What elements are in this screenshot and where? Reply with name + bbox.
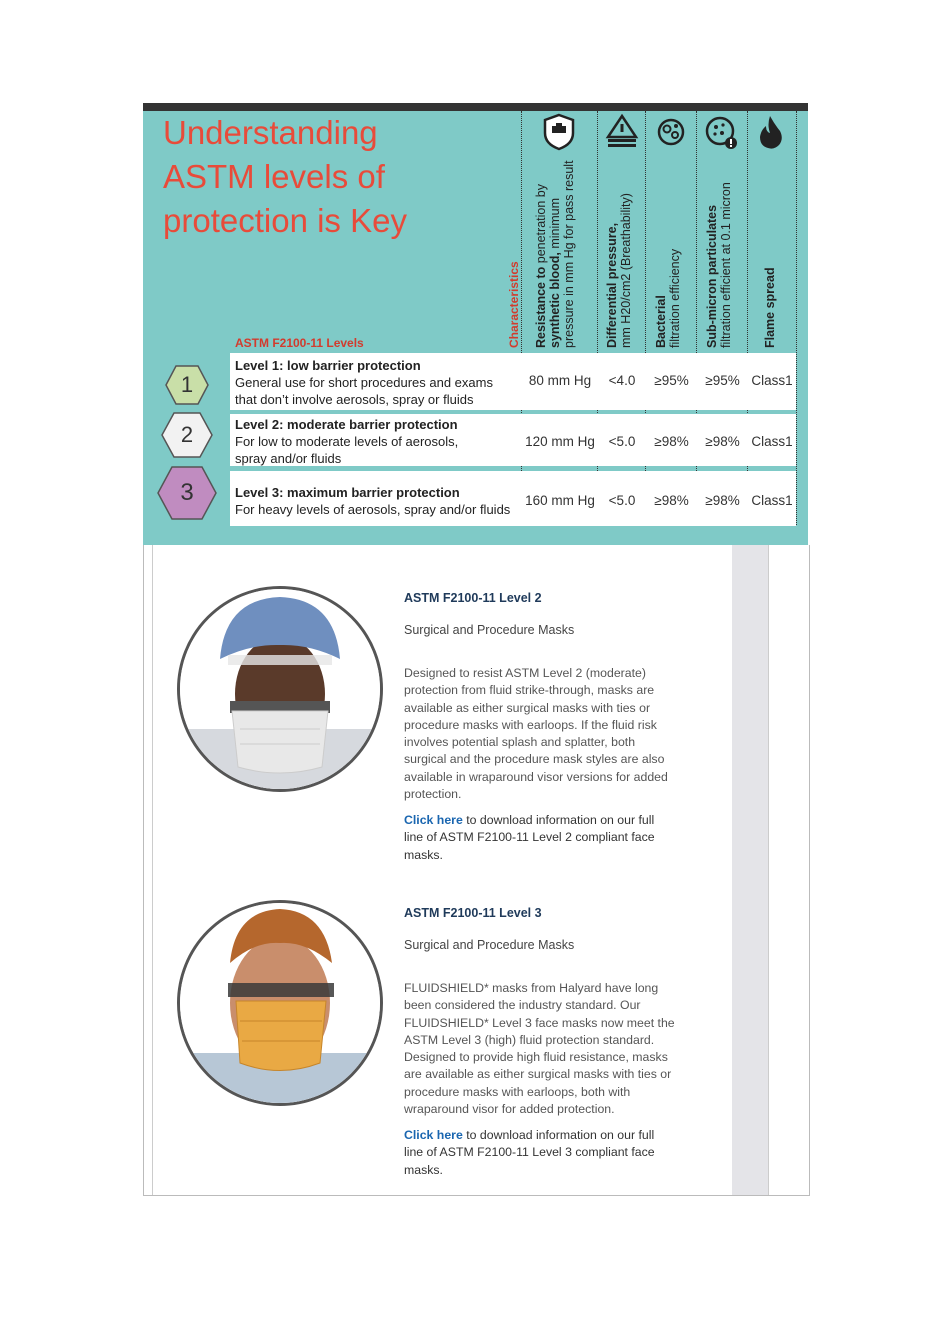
resistance-value: 120 mm Hg bbox=[525, 434, 595, 449]
level-heading: Level 3: maximum barrier protection bbox=[235, 485, 460, 500]
level-row-2: Level 2: moderate barrier protection For low to moderate levels of aerosols, spray and/or fluids 120 mm Hg <5.0 ≥98% ≥98% Class1 bbox=[230, 414, 796, 466]
bacterial-value: ≥98% bbox=[654, 493, 689, 508]
resistance-value: 80 mm Hg bbox=[528, 373, 592, 388]
right-gutter bbox=[732, 545, 769, 1195]
level-3-hexagon: 3 bbox=[157, 466, 217, 520]
particulate-icon bbox=[705, 113, 739, 151]
level-heading: Level 2: moderate barrier protection bbox=[235, 417, 458, 432]
download-info: Click here to download information on our full line of ASTM F2100-11 Level 2 compliant face masks. bbox=[404, 813, 655, 862]
column-header-submicron: Sub-micron particulates filtration efficient at 0.1 micron bbox=[705, 182, 733, 348]
levels-label: ASTM F2100-11 Levels bbox=[235, 336, 364, 350]
bacteria-icon bbox=[654, 113, 688, 151]
flame-spread-value: Class1 bbox=[751, 493, 793, 508]
characteristics-label: Characteristics bbox=[507, 261, 521, 348]
column-header-bacterial: Bacterial filtration efficiency bbox=[654, 248, 682, 348]
level-3-mask-photo bbox=[177, 900, 383, 1106]
product-description: Designed to resist ASTM Level 2 (moderate) protection from fluid strike-through, masks are available as either surgical masks with ties or procedure masks with earloops. If the fluid risk involves potential splash and splatter, both surgical and the procedure mask styles are also available in wraparound visor versions for added protection. bbox=[404, 666, 668, 802]
column-header-differential-pressure: Differential pressure, mm H20/cm2 (Breathability) bbox=[605, 193, 633, 348]
flame-spread-value: Class1 bbox=[751, 434, 793, 449]
level-row-1: Level 1: low barrier protection General use for short procedures and exams that don’t involve aerosols, spray or fluids 80 mm Hg <4.0 ≥95% ≥95% Class1 bbox=[230, 353, 796, 410]
differential-pressure-value: <5.0 bbox=[608, 493, 636, 508]
level-2-hexagon: 2 bbox=[161, 412, 213, 458]
submicron-value: ≥95% bbox=[705, 373, 740, 388]
level-1-hexagon: 1 bbox=[165, 365, 209, 405]
bacterial-value: ≥98% bbox=[654, 434, 689, 449]
submicron-value: ≥98% bbox=[705, 434, 740, 449]
product-title: ASTM F2100-11 Level 3 bbox=[404, 906, 542, 920]
blood-shield-icon bbox=[542, 113, 576, 151]
product-title: ASTM F2100-11 Level 2 bbox=[404, 591, 542, 605]
level-heading: Level 1: low barrier protection bbox=[235, 358, 421, 373]
astm-infographic bbox=[143, 103, 808, 545]
product-subtitle: Surgical and Procedure Masks bbox=[404, 938, 575, 952]
differential-pressure-value: <4.0 bbox=[608, 373, 636, 388]
column-header-flame-spread: Flame spread bbox=[763, 267, 777, 348]
flame-icon bbox=[753, 113, 787, 151]
click-here-link[interactable]: Click here bbox=[404, 813, 463, 827]
top-bar bbox=[143, 103, 808, 111]
flame-spread-value: Class1 bbox=[751, 373, 793, 388]
level-row-3: Level 3: maximum barrier protection For heavy levels of aerosols, spray and/or fluids 160 mm Hg <5.0 ≥98% ≥98% Class1 bbox=[230, 471, 796, 528]
resistance-value: 160 mm Hg bbox=[525, 493, 595, 508]
product-panel bbox=[143, 545, 810, 1196]
bacterial-value: ≥95% bbox=[654, 373, 689, 388]
click-here-link[interactable]: Click here bbox=[404, 1128, 463, 1142]
infographic-title: Understanding ASTM levels of protection is Key bbox=[163, 114, 407, 239]
submicron-value: ≥98% bbox=[705, 493, 740, 508]
differential-pressure-value: <5.0 bbox=[608, 434, 636, 449]
pressure-gauge-icon bbox=[605, 113, 639, 151]
level-2-mask-photo bbox=[177, 586, 383, 792]
product-description: FLUIDSHIELD* masks from Halyard have long been considered the industry standard. Our FLUIDSHIELD* Level 3 face masks now meet the ASTM Level 3 (high) fluid protection standard. Designed to provide high fluid resistance, masks are available as either surgical masks with ties or procedure masks with earloops, both with wraparound visor for added protection. bbox=[404, 981, 675, 1117]
download-info: Click here to download information on our full line of ASTM F2100-11 Level 3 compliant face masks. bbox=[404, 1128, 655, 1177]
column-header-resistance: Resistance to penetration by synthetic blood, minimum pressure in mm Hg for pass result bbox=[534, 160, 576, 348]
product-subtitle: Surgical and Procedure Masks bbox=[404, 623, 575, 637]
